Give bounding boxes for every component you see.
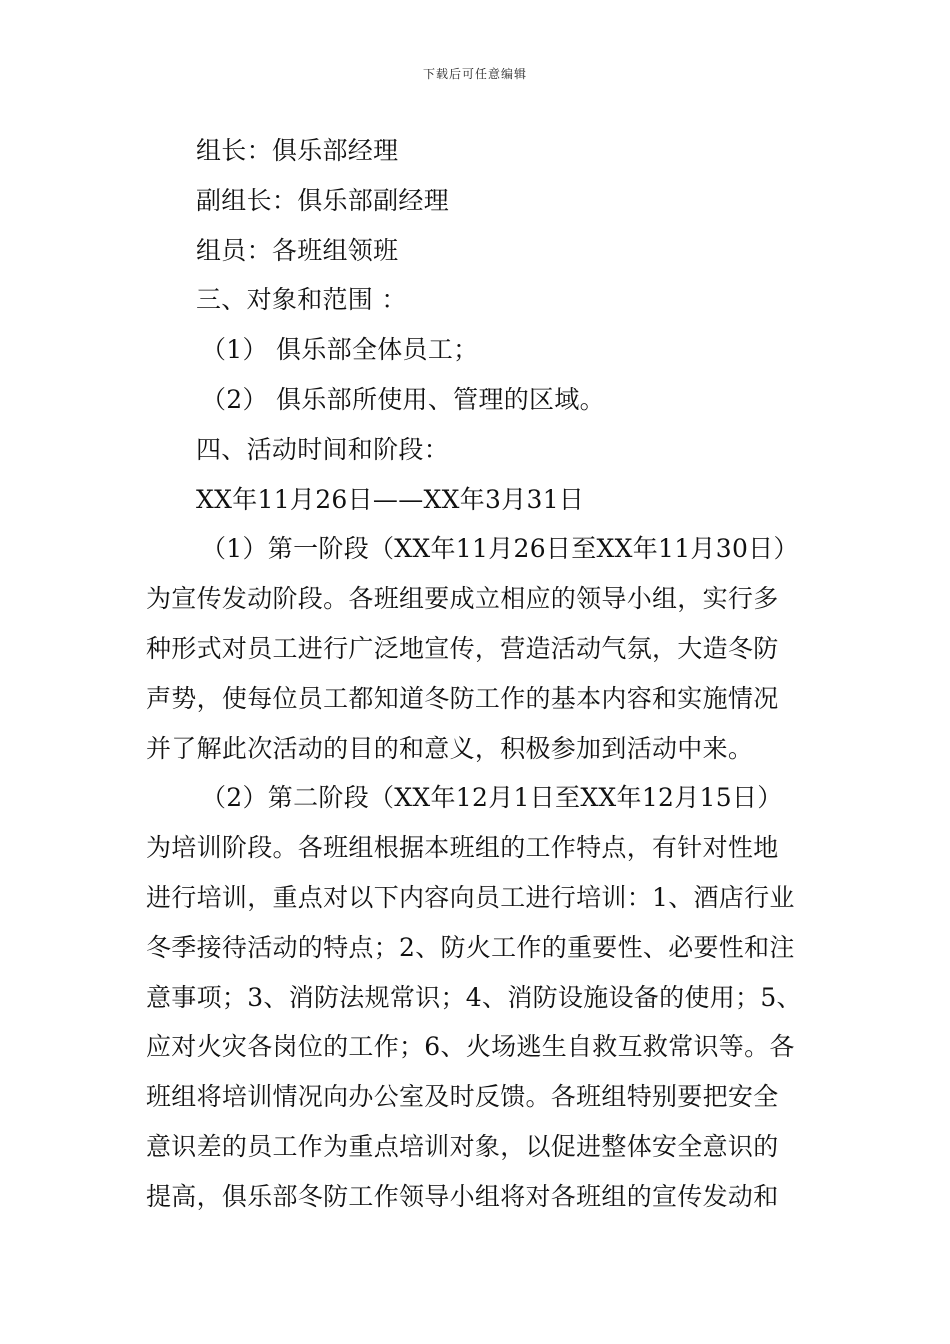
paragraph-line: 为宣传发动阶段。各班组要成立相应的领导小组，实行多 (146, 584, 779, 614)
list-item: （2） 俱乐部所使用、管理的区域。 (201, 384, 605, 414)
text-line: 组员：各班组领班 (196, 235, 399, 265)
paragraph-line: 并了解此次活动的目的和意义，积极参加到活动中来。 (146, 733, 754, 763)
paragraph-line: 意事项；3、消防法规常识；4、消防设施设备的使用；5、 (146, 982, 802, 1012)
section-heading: 三、对象和范围 ： (196, 285, 407, 315)
paragraph-line: （2）第二阶段（XX年12月1日至XX年12月15日） (201, 783, 783, 813)
paragraph-line: 进行培训，重点对以下内容向员工进行培训：1、酒店行业 (146, 882, 795, 912)
date-range: XX年11月26日——XX年3月31日 (196, 484, 585, 514)
paragraph-line: 为培训阶段。各班组根据本班组的工作特点，有针对性地 (146, 833, 779, 863)
page-header: 下载后可任意编辑 (422, 67, 527, 81)
document-body (146, 126, 810, 1222)
text-line: 副组长：俱乐部副经理 (196, 185, 450, 215)
paragraph-line: 意识差的员工作为重点培训对象，以促进整体安全意识的 (146, 1131, 779, 1161)
paragraph-line: 声势，使每位员工都知道冬防工作的基本内容和实施情况 (146, 683, 779, 713)
list-item: （1） 俱乐部全体员工； (201, 335, 479, 365)
section-heading: 四、活动时间和阶段： (196, 434, 450, 464)
paragraph-line: 冬季接待活动的特点；2、防火工作的重要性、必要性和注 (146, 932, 795, 962)
paragraph-line: 提高，俱乐部冬防工作领导小组将对各班组的宣传发动和 (146, 1181, 779, 1211)
paragraph-line: 种形式对员工进行广泛地宣传，营造活动气氛，大造冬防 (146, 633, 779, 663)
paragraph-line: 班组将培训情况向办公室及时反馈。各班组特别要把安全 (146, 1082, 779, 1112)
paragraph-line: 应对火灾各岗位的工作；6、火场逃生自救互救常识等。各 (146, 1032, 795, 1062)
paragraph-line: （1）第一阶段（XX年11月26日至XX年11月30日） (201, 534, 799, 564)
text-line: 组长：俱乐部经理 (196, 136, 399, 165)
